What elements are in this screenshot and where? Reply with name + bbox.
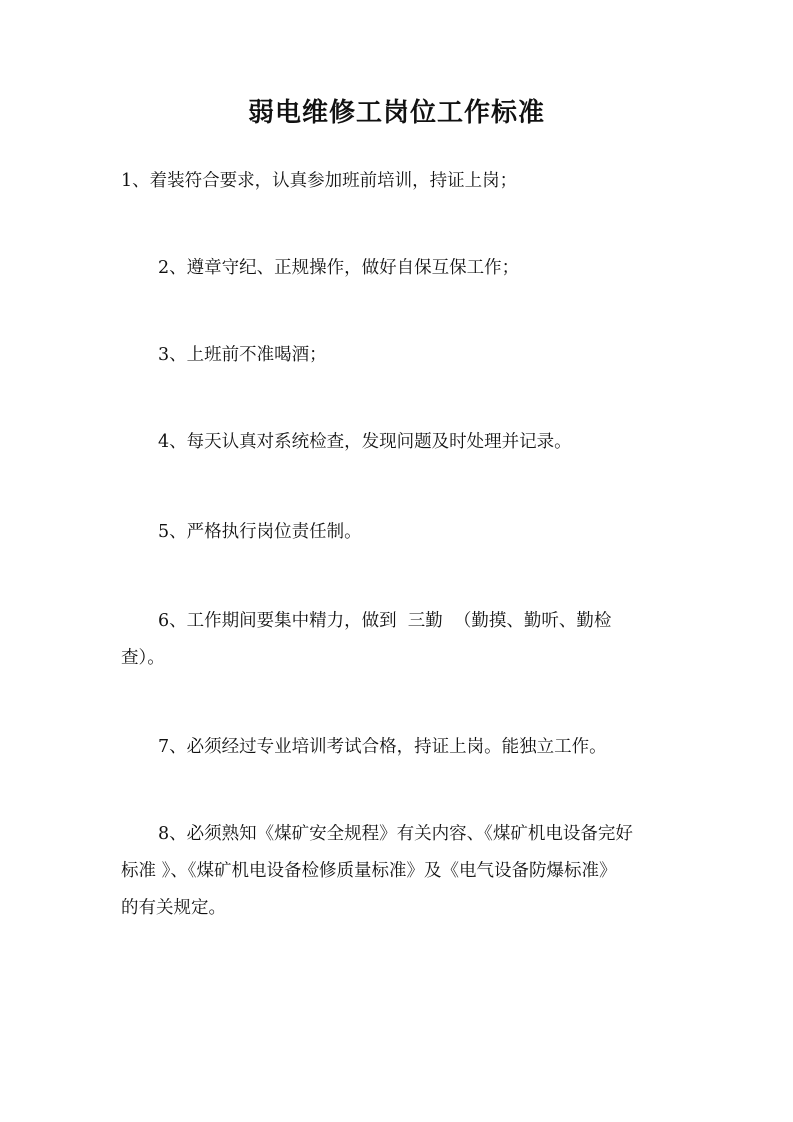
list-item [121, 816, 676, 927]
item-text: 6、工作期间要集中精力，做到 三勤 （勤摸、勤听、勤检 [158, 611, 612, 631]
list-item [121, 514, 676, 551]
list-item [121, 424, 676, 461]
item-text: 5、严格执行岗位责任制。 [158, 522, 362, 542]
item-text: 7、必须经过专业培训考试合格，持证上岗。能独立工作。 [158, 737, 607, 757]
list-item [121, 250, 676, 287]
item-text-continued: 的有关规定。 [121, 898, 226, 918]
item-text: 8、必须熟知《煤矿安全规程》有关内容、《煤矿机电设备完好 [158, 824, 633, 844]
page-title: 弱电维修工岗位工作标准 [247, 98, 545, 128]
item-text: 3、上班前不准喝酒； [158, 345, 327, 365]
item-text-continued: 查）。 [121, 648, 165, 668]
item-text: 2、遵章守纪、正规操作，做好自保互保工作； [158, 258, 520, 278]
item-text-continued: 标准 》、《煤矿机电设备检修质量标准》及《电气设备防爆标准》 [121, 861, 617, 881]
list-item [121, 729, 676, 766]
list-item [121, 603, 676, 677]
list-item [121, 163, 676, 200]
item-text: 4、每天认真对系统检查，发现问题及时处理并记录。 [158, 432, 572, 452]
list-item [121, 337, 676, 374]
item-text: 1、着装符合要求，认真参加班前培训，持证上岗； [121, 171, 518, 191]
